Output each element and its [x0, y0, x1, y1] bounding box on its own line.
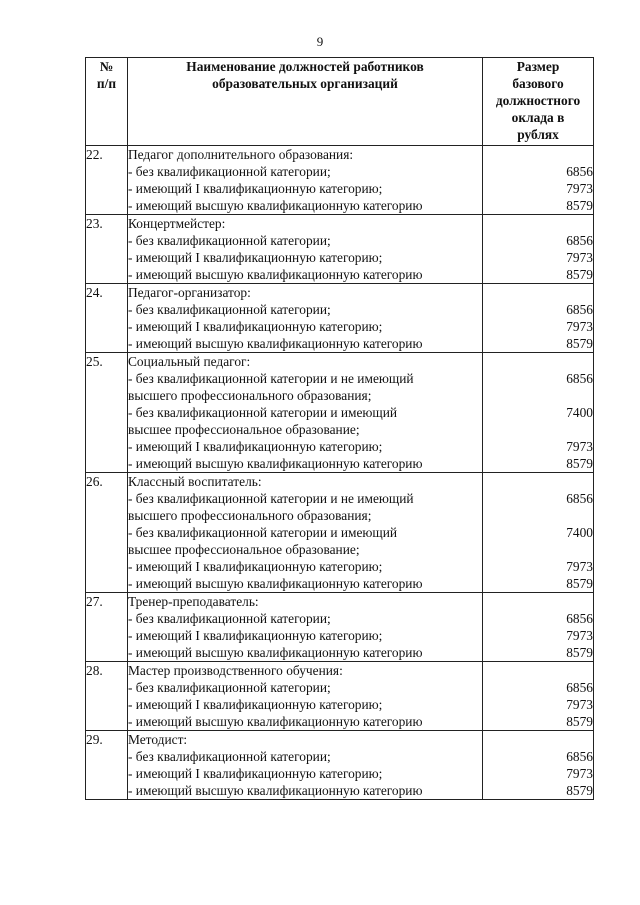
position-title: Социальный педагог: [128, 354, 251, 369]
row-number: 22. [86, 146, 128, 215]
salary-value: 6856 [566, 749, 593, 764]
position-category-line: - имеющий I квалификационную категорию; [128, 439, 383, 454]
salary-value [483, 662, 593, 679]
header-salary-line: базового [512, 76, 564, 91]
position-category-line: высшее профессиональное образование; [128, 542, 360, 557]
salary-value: 7973 [566, 628, 593, 643]
header-number [86, 58, 128, 146]
salary-value [483, 215, 593, 232]
position-cell [128, 353, 483, 473]
salary-value: 7973 [566, 559, 593, 574]
salary-value: 8579 [566, 267, 593, 282]
table-row [86, 146, 594, 215]
salary-value [483, 507, 593, 524]
salary-value [483, 146, 593, 163]
salary-value [483, 387, 593, 404]
position-category-line: - без квалификационной категории и имеющий [128, 525, 398, 540]
salary-value: 6856 [566, 680, 593, 695]
header-number-line: № [99, 59, 114, 74]
salary-value [483, 593, 593, 610]
header-salary [483, 58, 594, 146]
salary-cell [483, 593, 594, 662]
header-number-line: п/п [96, 76, 117, 91]
header-name-line: Наименование должностей работников [186, 59, 424, 74]
row-number: 29. [86, 731, 128, 800]
position-title: Тренер-преподаватель: [128, 594, 259, 609]
salary-value: 6856 [566, 371, 593, 386]
table-row [86, 662, 594, 731]
salary-cell [483, 146, 594, 215]
position-title: Классный воспитатель: [128, 474, 262, 489]
header-salary-line: Размер [516, 59, 560, 74]
position-category-line: высшего профессионального образования; [128, 388, 372, 403]
position-title: Педагог-организатор: [128, 285, 251, 300]
position-title: Педагог дополнительного образования: [128, 147, 354, 162]
position-category-line: - без квалификационной категории; [128, 164, 331, 179]
position-category-line: высшее профессиональное образование; [128, 422, 360, 437]
position-cell [128, 473, 483, 593]
salary-value: 7973 [566, 181, 593, 196]
position-category-line: - имеющий I квалификационную категорию; [128, 697, 383, 712]
salary-value [483, 541, 593, 558]
salary-value [483, 473, 593, 490]
table-row [86, 215, 594, 284]
position-category-line: - без квалификационной категории; [128, 302, 331, 317]
position-category-line: - без квалификационной категории и имеющий [128, 405, 398, 420]
salary-value [483, 353, 593, 370]
salary-value: 7973 [566, 766, 593, 781]
position-category-line: - без квалификационной категории; [128, 749, 331, 764]
position-category-line: - имеющий высшую квалификационную категорию [128, 267, 423, 282]
position-category-line: - имеющий высшую квалификационную категорию [128, 645, 423, 660]
salary-value: 7973 [566, 250, 593, 265]
position-cell [128, 146, 483, 215]
page-number: 9 [316, 34, 324, 49]
table-row [86, 284, 594, 353]
salary-cell [483, 215, 594, 284]
position-category-line: - имеющий высшую квалификационную категорию [128, 576, 423, 591]
header-name-line: образовательных организаций [212, 76, 398, 91]
salary-value: 8579 [566, 645, 593, 660]
table-header-row [86, 58, 594, 146]
row-number: 28. [86, 662, 128, 731]
row-number: 25. [86, 353, 128, 473]
position-category-line: - без квалификационной категории и не имеющий [128, 491, 414, 506]
salary-value: 8579 [566, 714, 593, 729]
header-salary-line: должностного [495, 93, 581, 108]
position-category-line: - имеющий высшую квалификационную категорию [128, 198, 423, 213]
salary-value: 8579 [566, 783, 593, 798]
position-cell [128, 731, 483, 800]
row-number: 27. [86, 593, 128, 662]
position-category-line: - имеющий I квалификационную категорию; [128, 628, 383, 643]
salary-value: 8579 [566, 336, 593, 351]
header-position-name [128, 58, 483, 146]
row-number: 23. [86, 215, 128, 284]
salary-value: 7973 [566, 697, 593, 712]
position-category-line: - имеющий I квалификационную категорию; [128, 559, 383, 574]
salary-value: 7973 [566, 319, 593, 334]
position-category-line: - имеющий высшую квалификационную категорию [128, 456, 423, 471]
position-title: Методист: [128, 732, 188, 747]
salary-value [483, 421, 593, 438]
position-category-line: высшего профессионального образования; [128, 508, 372, 523]
position-category-line: - имеющий I квалификационную категорию; [128, 319, 383, 334]
salary-table [85, 57, 594, 800]
table-row [86, 473, 594, 593]
position-category-line: - имеющий высшую квалификационную категорию [128, 714, 423, 729]
salary-cell [483, 284, 594, 353]
row-number: 24. [86, 284, 128, 353]
table-row [86, 731, 594, 800]
position-category-line: - имеющий высшую квалификационную категорию [128, 336, 423, 351]
table-row [86, 593, 594, 662]
position-category-line: - имеющий I квалификационную категорию; [128, 250, 383, 265]
position-category-line: - без квалификационной категории; [128, 233, 331, 248]
salary-value: 7400 [566, 525, 593, 540]
position-title: Концертмейстер: [128, 216, 226, 231]
table-row [86, 353, 594, 473]
position-category-line: - имеющий высшую квалификационную категорию [128, 783, 423, 798]
salary-value: 8579 [566, 456, 593, 471]
header-salary-line: рублях [517, 127, 559, 142]
header-salary-line: оклада в [511, 110, 565, 125]
position-category-line: - без квалификационной категории; [128, 611, 331, 626]
position-category-line: - без квалификационной категории; [128, 680, 331, 695]
position-title: Мастер производственного обучения: [128, 663, 343, 678]
salary-value: 8579 [566, 576, 593, 591]
position-category-line: - имеющий I квалификационную категорию; [128, 766, 383, 781]
salary-value: 6856 [566, 302, 593, 317]
salary-value: 6856 [566, 611, 593, 626]
salary-cell [483, 473, 594, 593]
salary-value: 7400 [566, 405, 593, 420]
salary-value [483, 731, 593, 748]
position-category-line: - без квалификационной категории и не имеющий [128, 371, 414, 386]
salary-cell [483, 731, 594, 800]
position-category-line: - имеющий I квалификационную категорию; [128, 181, 383, 196]
position-cell [128, 215, 483, 284]
salary-value: 8579 [566, 198, 593, 213]
position-cell [128, 593, 483, 662]
position-cell [128, 662, 483, 731]
salary-value [483, 284, 593, 301]
row-number: 26. [86, 473, 128, 593]
salary-value: 7973 [566, 439, 593, 454]
salary-cell [483, 662, 594, 731]
salary-value: 6856 [566, 233, 593, 248]
table-body [86, 146, 594, 800]
salary-value: 6856 [566, 491, 593, 506]
salary-value: 6856 [566, 164, 593, 179]
position-cell [128, 284, 483, 353]
salary-cell [483, 353, 594, 473]
